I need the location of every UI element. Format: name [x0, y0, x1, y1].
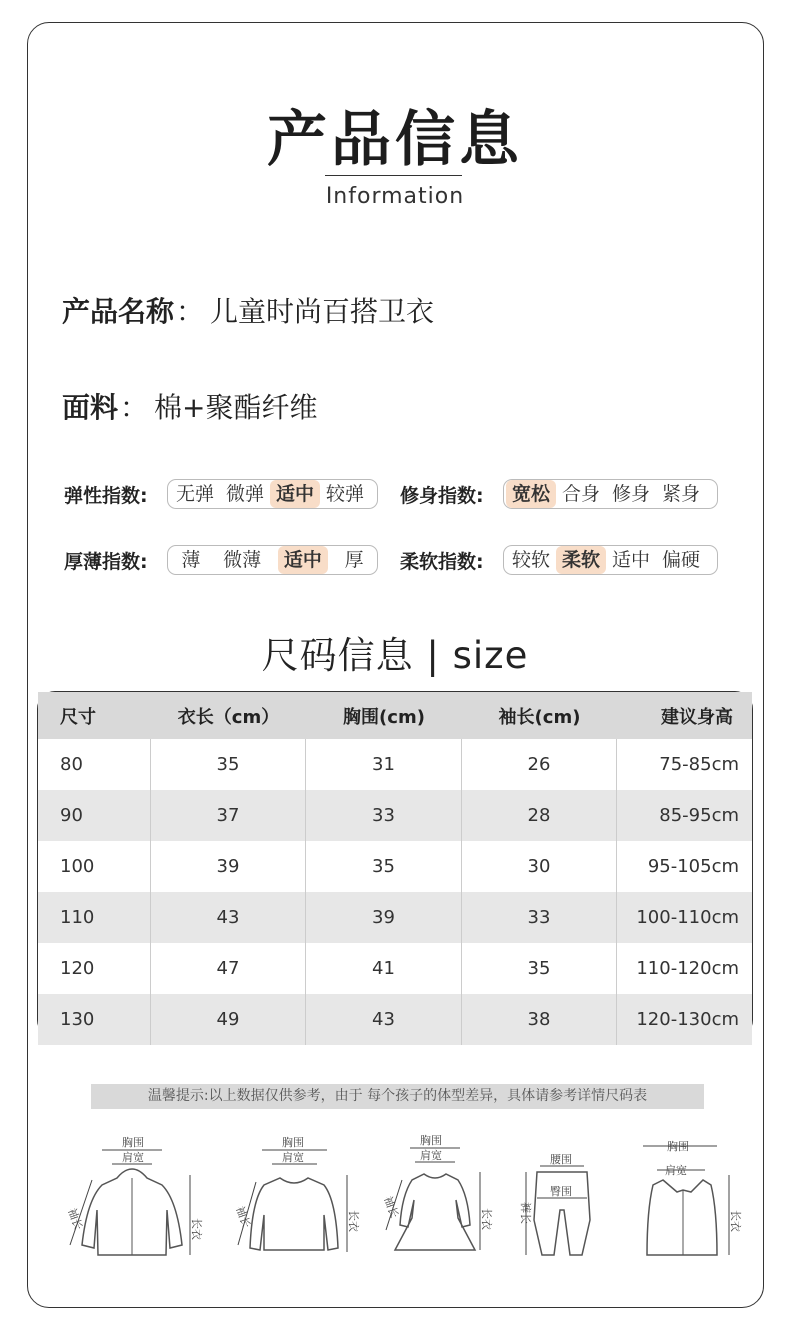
table-cell: 75-85cm [659, 754, 739, 775]
elasticity-index [64, 477, 378, 511]
vest-outline [647, 1180, 717, 1255]
elasticity-option: 无弹 [176, 483, 215, 505]
diagram-label: 胸围 [667, 1140, 689, 1153]
sweatshirt-diagram [232, 1130, 362, 1265]
page-subtitle: Information [325, 184, 465, 209]
diagram-label: 袖长 [65, 1206, 85, 1232]
table-header [38, 692, 752, 739]
product-name-line [62, 290, 434, 330]
colon: ： [120, 391, 149, 424]
fabric-line [62, 386, 318, 426]
table-cell: 31 [306, 739, 462, 790]
softness-index [400, 543, 718, 577]
fit-index [400, 477, 718, 511]
diagram-label: 臀围 [550, 1185, 572, 1198]
table-cell: 100 [38, 841, 151, 892]
fit-label: 修身指数: [400, 484, 484, 507]
diagram-label: 肩宽 [665, 1164, 687, 1177]
table-row [38, 739, 752, 790]
table-cell: 30 [462, 841, 617, 892]
thickness-index [64, 543, 378, 577]
fit-option: 合身 [562, 483, 601, 505]
diagram-label: 长衣 [480, 1208, 493, 1230]
table-row [38, 943, 752, 994]
elasticity-option: 微弹 [226, 483, 265, 505]
table-cell: 35 [462, 943, 617, 994]
diagram-label: 肩宽 [122, 1151, 144, 1164]
thickness-option: 薄 [181, 549, 201, 571]
diagram-label: 袖长 [233, 1204, 253, 1230]
header-cell: 衣长（cm） [177, 706, 280, 728]
table-cell: 43 [151, 892, 306, 943]
diagram-label: 胸围 [282, 1136, 304, 1149]
colon: ： [176, 295, 205, 328]
table-cell: 33 [462, 892, 617, 943]
softness-option: 较软 [512, 549, 551, 571]
fabric-value: 棉+聚酯纤维 [154, 391, 318, 424]
table-cell: 80 [38, 739, 151, 790]
dress-diagram [380, 1130, 493, 1265]
table-cell: 110 [38, 892, 151, 943]
table-cell: 39 [306, 892, 462, 943]
header-cell: 袖长(cm) [498, 706, 581, 728]
diagram-label: 胸围 [122, 1136, 144, 1149]
softness-option-selected: 柔软 [556, 546, 606, 574]
page-title: 产品信息 [267, 105, 523, 175]
size-tip: 温馨提示:以上数据仅供参考，由于 每个孩子的体型差异，具体请参考详情尺码表 [91, 1084, 704, 1109]
hoodie-diagram [62, 1130, 202, 1265]
fit-option: 紧身 [662, 483, 701, 505]
table-cell: 37 [151, 790, 306, 841]
diagram-label: 长衣 [347, 1210, 360, 1232]
product-name-label: 产品名称 [62, 295, 175, 328]
table-cell: 38 [462, 994, 617, 1045]
thickness-option: 厚 [344, 549, 364, 571]
elasticity-label: 弹性指数: [64, 484, 148, 507]
table-cell: 43 [306, 994, 462, 1045]
table-row [38, 892, 752, 943]
softness-label: 柔软指数: [400, 550, 484, 573]
thickness-option: 微薄 [223, 549, 262, 571]
table-row [38, 841, 752, 892]
header-cell: 尺寸 [60, 706, 96, 728]
diagram-label: 胸围 [420, 1134, 442, 1147]
table-row [38, 994, 752, 1045]
table-cell: 100-110cm [636, 907, 739, 928]
table-cell: 90 [38, 790, 151, 841]
table-cell: 35 [151, 739, 306, 790]
table-cell: 39 [151, 841, 306, 892]
diagram-label: 长衣 [190, 1218, 203, 1240]
table-cell: 26 [462, 739, 617, 790]
dress-outline [395, 1174, 475, 1250]
diagram-label: 腰围 [550, 1153, 572, 1166]
diagram-label: 袖长 [381, 1194, 401, 1220]
fabric-label: 面料 [62, 391, 119, 424]
diagram-label: 裤长 [519, 1202, 532, 1224]
elasticity-option: 较弹 [326, 483, 365, 505]
softness-option: 偏硬 [662, 549, 701, 571]
size-section-title: 尺码信息 | size [261, 634, 529, 677]
diagram-label: 肩宽 [420, 1149, 442, 1162]
table-cell: 95-105cm [647, 856, 739, 877]
fit-option-selected: 宽松 [506, 480, 556, 508]
softness-options [503, 545, 718, 575]
table-cell: 47 [151, 943, 306, 994]
table-cell: 41 [306, 943, 462, 994]
table-cell: 28 [462, 790, 617, 841]
table-cell: 33 [306, 790, 462, 841]
diagram-label: 肩宽 [282, 1151, 304, 1164]
pants-diagram [512, 1130, 602, 1265]
table-row [38, 790, 752, 841]
softness-option: 适中 [612, 549, 651, 571]
elasticity-option-selected: 适中 [270, 480, 320, 508]
table-cell: 120 [38, 943, 151, 994]
table-cell: 130 [38, 994, 151, 1045]
elasticity-options [167, 479, 378, 509]
thickness-label: 厚薄指数: [64, 550, 148, 573]
fit-options [503, 479, 718, 509]
diagram-label: 长衣 [729, 1210, 742, 1232]
table-cell: 49 [151, 994, 306, 1045]
vest-diagram [625, 1130, 745, 1265]
table-cell: 35 [306, 841, 462, 892]
header-cell: 建议身高 [661, 706, 733, 728]
table-cell: 110-120cm [636, 958, 739, 979]
title-divider [325, 175, 462, 176]
fit-option: 修身 [612, 483, 651, 505]
header-cell: 胸围(cm) [343, 706, 425, 728]
table-cell: 85-95cm [659, 805, 739, 826]
table-cell: 120-130cm [636, 1009, 739, 1030]
size-table [37, 691, 753, 1038]
thickness-options [167, 545, 378, 575]
thickness-option-selected: 适中 [278, 546, 328, 574]
sweatshirt-outline [250, 1178, 338, 1250]
product-name-value: 儿童时尚百搭卫衣 [210, 295, 435, 328]
